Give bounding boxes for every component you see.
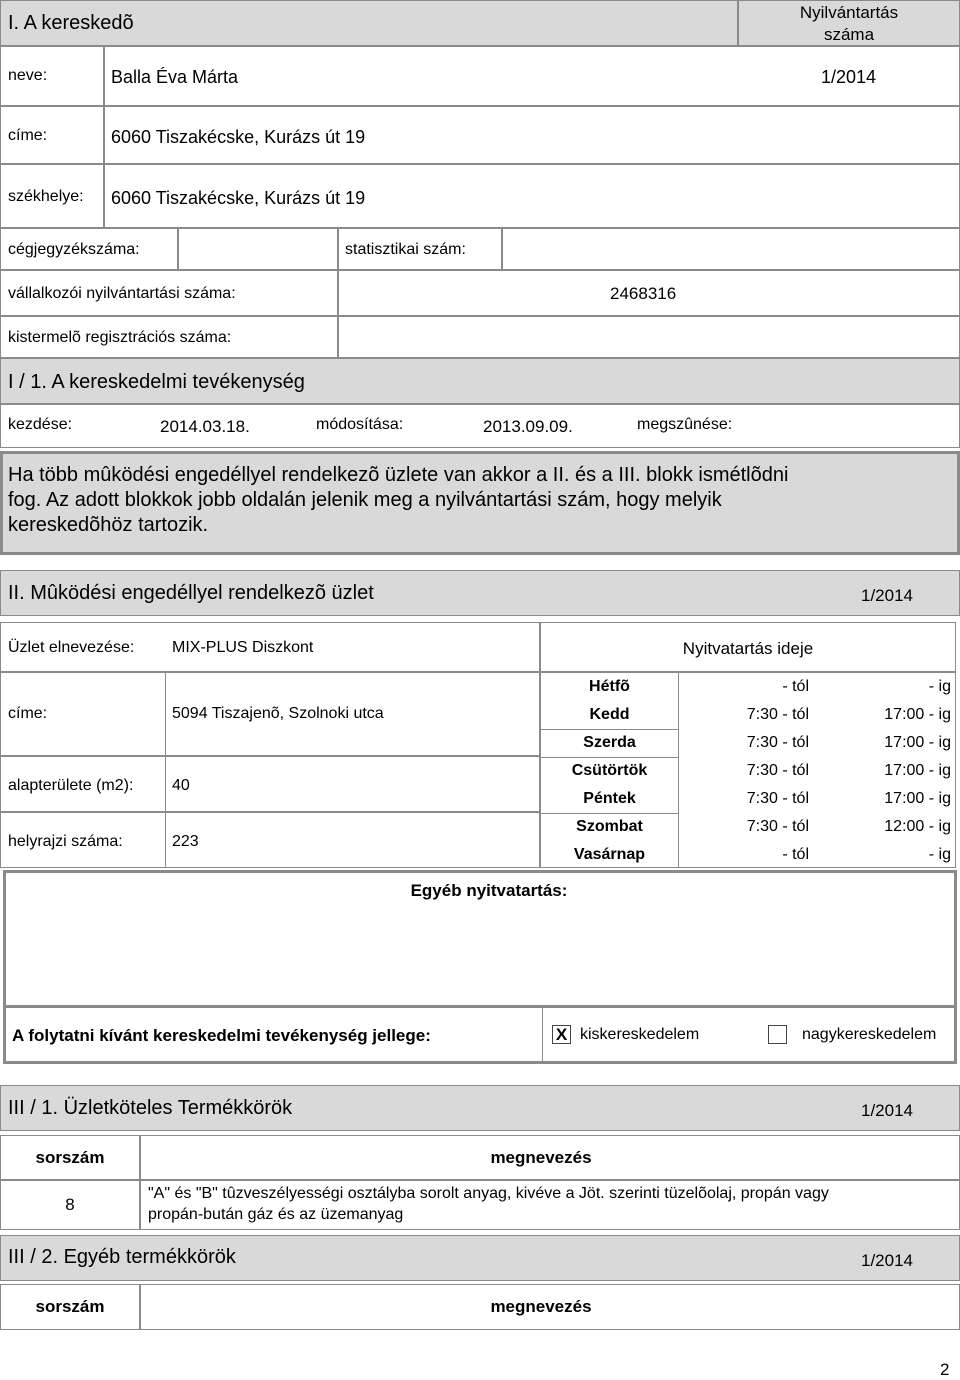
- seat-label: székhelye:: [8, 188, 84, 205]
- entrepreneur-value: 2468316: [610, 284, 677, 303]
- other-hours-label: Egyéb nyitvatartás:: [410, 881, 568, 900]
- modified-label: módosítása:: [316, 416, 404, 433]
- retail-checkbox[interactable]: X: [552, 1025, 571, 1044]
- hours-table: [540, 672, 956, 868]
- activity-nature-label: A folytatni kívánt kereskedelmi tevékenység jellege:: [12, 1026, 431, 1045]
- reg-label-line1: Nyilvántartás: [799, 3, 899, 22]
- hours-to: 17:00 - ig: [884, 790, 951, 807]
- activity-dates-row: [0, 404, 960, 448]
- stat-label: statisztikai szám:: [345, 241, 466, 258]
- shop-address-row: [0, 672, 540, 756]
- hours-to: 17:00 - ig: [884, 734, 951, 751]
- day-name: Vasárnap: [573, 846, 646, 863]
- other-products-col-no: sorszám: [35, 1297, 105, 1316]
- notice-line1: Ha több mûködési engedéllyel rendelkezõ üzlete van akkor a II. és a III. blokk ismétlõdni: [8, 464, 789, 486]
- section-i-header: [0, 0, 738, 46]
- day-name: Péntek: [583, 790, 636, 807]
- other-products-title: III / 2. Egyéb termékkörök: [8, 1246, 236, 1268]
- shop-address: 5094 Tiszajenõ, Szolnoki utca: [172, 705, 384, 722]
- hours-row-tuesday: [541, 701, 955, 729]
- shop-header: [0, 570, 960, 616]
- hours-from: 7:30 - tól: [746, 706, 809, 723]
- address-label-cell: [0, 106, 104, 164]
- shop-area-row: [0, 756, 540, 812]
- producer-label: kistermelõ regisztrációs száma:: [8, 329, 232, 346]
- company-reg-value-cell: [178, 228, 338, 270]
- modified-date: 2013.09.09.: [483, 417, 573, 436]
- products-col-no-cell: [0, 1135, 140, 1180]
- reg-number-header: [738, 0, 960, 46]
- name-value-cell: [104, 46, 960, 106]
- hours-row-monday: [541, 673, 955, 701]
- hours-to: 12:00 - ig: [884, 818, 951, 835]
- hours-from: 7:30 - tól: [746, 762, 809, 779]
- name-label: neve:: [8, 67, 48, 84]
- day-name: Szombat: [576, 818, 643, 835]
- shop-lot-row: [0, 812, 540, 868]
- other-products-col-name: megnevezés: [490, 1297, 592, 1316]
- products-reg-number: 1/2014: [861, 1101, 913, 1120]
- hours-to: 17:00 - ig: [884, 706, 951, 723]
- hours-from: 7:30 - tól: [746, 790, 809, 807]
- merchant-reg-number: 1/2014: [821, 67, 877, 87]
- notice-line2: fog. Az adott blokkok jobb oldalán jelenik meg a nyilvántartási szám, hogy melyik: [8, 489, 722, 511]
- retail-label: kiskereskedelem: [580, 1026, 700, 1043]
- hours-from: 7:30 - tól: [746, 818, 809, 835]
- wholesale-label: nagykereskedelem: [802, 1026, 937, 1043]
- product-name-line1: "A" és "B" tûzveszélyességi osztályba sorolt anyag, kivéve a Jöt. szerinti tüzelõolaj, propán vagy: [148, 1185, 829, 1202]
- product-row-name-cell: [140, 1180, 960, 1230]
- shop-name-label: Üzlet elnevezése:: [8, 639, 135, 656]
- hours-row-sunday: [541, 841, 955, 869]
- hours-from: - tól: [782, 846, 809, 863]
- other-hours-box: [3, 870, 957, 1008]
- day-name: Kedd: [589, 706, 630, 723]
- merchant-address: 6060 Tiszakécske, Kurázs út 19: [111, 127, 366, 147]
- wholesale-checkbox[interactable]: [768, 1025, 787, 1044]
- day-name: Csütörtök: [571, 762, 648, 779]
- stat-value-cell: [502, 228, 960, 270]
- hours-from: - tól: [782, 678, 809, 695]
- activity-header: [0, 358, 960, 404]
- seat-value-cell: [104, 164, 960, 228]
- page-number: 2: [940, 1360, 950, 1379]
- address-value-cell: [104, 106, 960, 164]
- start-label: kezdése:: [8, 416, 73, 433]
- shop-area-label: alapterülete (m2):: [8, 777, 134, 794]
- product-no: 8: [65, 1195, 75, 1214]
- hours-row-friday: [541, 785, 955, 813]
- producer-label-cell: [0, 316, 338, 358]
- hours-row-saturday: [541, 813, 955, 841]
- seat-label-cell: [0, 164, 104, 228]
- products-col-name-cell: [140, 1135, 960, 1180]
- hours-title: Nyitvatartás ideje: [682, 639, 814, 658]
- section-i-title: I. A kereskedõ: [8, 12, 134, 34]
- products-title: III / 1. Üzletköteles Termékkörök: [8, 1097, 293, 1119]
- hours-title-cell: [540, 622, 956, 672]
- company-reg-label: cégjegyzékszáma:: [8, 241, 140, 258]
- products-col-no: sorszám: [35, 1148, 105, 1167]
- shop-area: 40: [172, 777, 190, 794]
- other-products-header: [0, 1235, 960, 1281]
- hours-to: - ig: [928, 678, 951, 695]
- shop-title: II. Mûködési engedéllyel rendelkezõ üzlet: [8, 582, 374, 604]
- other-products-col-name-cell: [140, 1284, 960, 1330]
- other-products-reg-number: 1/2014: [861, 1251, 913, 1270]
- entrepreneur-value-cell: [338, 270, 960, 316]
- notice-box: [0, 451, 960, 555]
- day-name: Szerda: [583, 734, 636, 751]
- merchant-seat: 6060 Tiszakécske, Kurázs út 19: [111, 188, 366, 208]
- product-name-line2: propán-bután gáz és az üzemanyag: [148, 1206, 404, 1223]
- start-date: 2014.03.18.: [160, 417, 250, 436]
- other-products-col-no-cell: [0, 1284, 140, 1330]
- shop-address-label: címe:: [8, 705, 48, 722]
- shop-name: MIX-PLUS Diszkont: [172, 639, 314, 656]
- products-header: [0, 1085, 960, 1131]
- producer-value-cell: [338, 316, 960, 358]
- hours-row-wednesday: [541, 729, 955, 757]
- name-label-cell: [0, 46, 104, 106]
- hours-to: 17:00 - ig: [884, 762, 951, 779]
- entrepreneur-label: vállalkozói nyilvántartási száma:: [8, 285, 236, 302]
- activity-nature-divider: [542, 1008, 543, 1061]
- hours-from: 7:30 - tól: [746, 734, 809, 751]
- entrepreneur-label-cell: [0, 270, 338, 316]
- merchant-name: Balla Éva Márta: [111, 67, 239, 87]
- activity-title: I / 1. A kereskedelmi tevékenység: [8, 371, 305, 393]
- notice-line3: kereskedõhöz tartozik.: [8, 514, 209, 536]
- shop-info-divider: [165, 672, 166, 868]
- shop-lot: 223: [172, 833, 199, 850]
- reg-label-line2: száma: [823, 25, 875, 44]
- shop-reg-number: 1/2014: [861, 586, 913, 605]
- end-label: megszûnése:: [637, 416, 733, 433]
- shop-name-row: [0, 622, 540, 672]
- address-label: címe:: [8, 127, 48, 144]
- product-row-no-cell: [0, 1180, 140, 1230]
- day-name: Hétfõ: [589, 678, 630, 695]
- hours-row-thursday: [541, 757, 955, 785]
- stat-label-cell: [338, 228, 502, 270]
- shop-lot-label: helyrajzi száma:: [8, 833, 123, 850]
- hours-to: - ig: [928, 846, 951, 863]
- company-reg-label-cell: [0, 228, 178, 270]
- products-col-name: megnevezés: [490, 1148, 592, 1167]
- activity-nature-row: [3, 1008, 957, 1064]
